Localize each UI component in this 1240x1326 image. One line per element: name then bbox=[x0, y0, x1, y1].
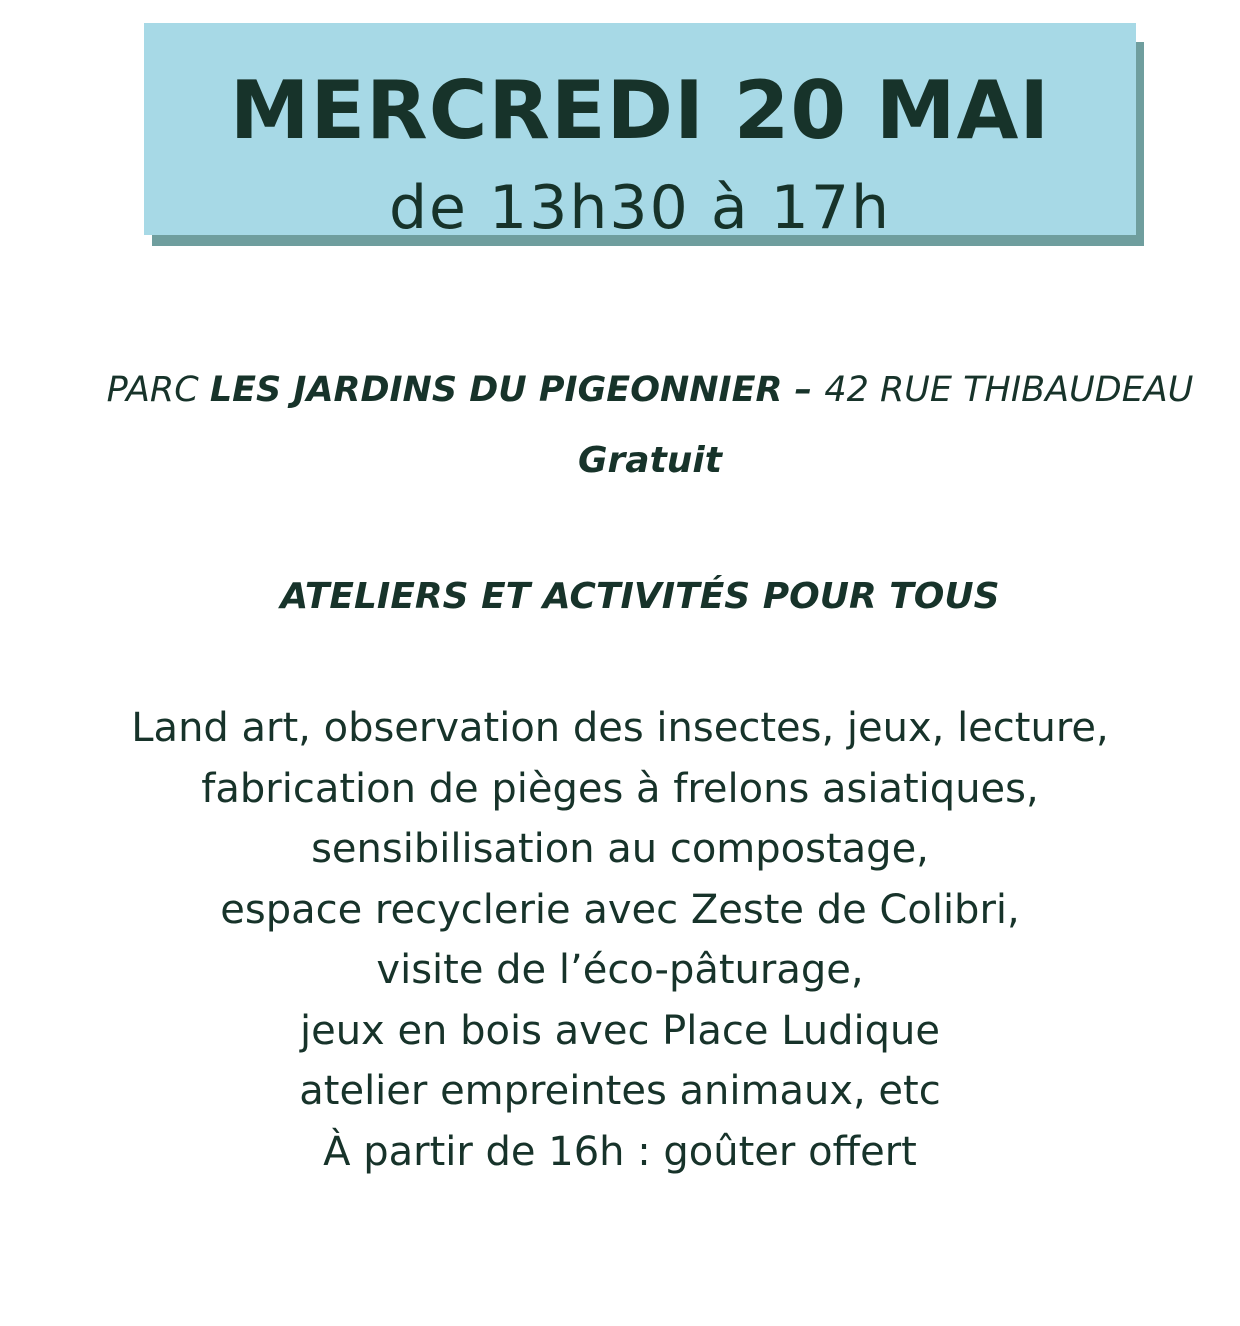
activity-line: À partir de 16h : goûter offert bbox=[323, 1128, 917, 1175]
event-date-title: MERCREDI 20 MAI bbox=[229, 64, 1051, 157]
activity-line: fabrication de pièges à frelons asiatiques, bbox=[201, 765, 1039, 812]
activity-line: visite de l’éco-pâturage, bbox=[376, 947, 864, 993]
activities-list bbox=[0, 698, 1240, 1182]
location-prefix: PARC bbox=[106, 370, 210, 410]
activities-heading: ATELIERS ET ACTIVITÉS POUR TOUS bbox=[280, 576, 1000, 617]
location-separator: – bbox=[782, 370, 825, 410]
location-address: 42 RUE THIBAUDEAU bbox=[824, 370, 1194, 410]
activity-line: atelier empreintes animaux, etc bbox=[299, 1068, 941, 1114]
location-place-name: LES JARDINS DU PIGEONNIER bbox=[209, 370, 783, 410]
date-banner bbox=[144, 23, 1136, 243]
activity-line: sensibilisation au compostage, bbox=[311, 826, 929, 872]
activity-line: Land art, observation des insectes, jeux, lecture, bbox=[131, 705, 1109, 751]
activity-line: espace recyclerie avec Zeste de Colibri, bbox=[220, 886, 1020, 933]
activity-line: jeux en bois avec Place Ludique bbox=[299, 1007, 941, 1054]
event-time-range: de 13h30 à 17h bbox=[388, 173, 892, 243]
price-label: Gratuit bbox=[578, 440, 722, 481]
event-location bbox=[0, 367, 1240, 413]
